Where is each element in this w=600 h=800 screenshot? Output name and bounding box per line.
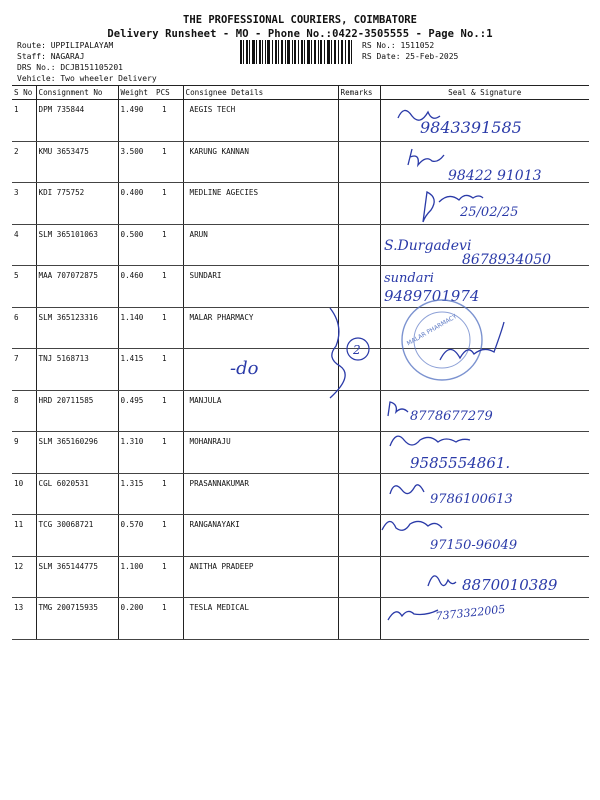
cell-weight: 1.310 [118, 432, 154, 474]
cell-pcs: 1 [154, 349, 183, 391]
barcode-image [240, 40, 352, 64]
phone-row-4: 8678934050 [462, 252, 552, 268]
cell-remarks [338, 141, 380, 183]
cell-remarks [338, 473, 380, 515]
cell-consignee [183, 349, 338, 391]
table-row [12, 141, 589, 183]
cell-consignee: KARUNG KANNAN [183, 141, 338, 183]
cell-signature [380, 141, 589, 183]
seal-stamp-text: MALAR PHARMACY [405, 313, 459, 348]
table-row [12, 598, 589, 640]
cell-consignment: TMG 200715935 [36, 598, 118, 640]
cell-consignment: SLM 365144775 [36, 556, 118, 598]
table-row [12, 307, 589, 349]
phone-row-11: 97150-96049 [430, 538, 518, 553]
cell-consignee: MANJULA [183, 390, 338, 432]
cell-sno: 9 [12, 432, 36, 474]
phone-row-12: 8870010389 [462, 576, 558, 594]
cell-sno: 5 [12, 266, 36, 308]
cell-consignment: HRD 20711585 [36, 390, 118, 432]
cell-remarks [338, 515, 380, 557]
runsheet-table [12, 85, 589, 640]
cell-remarks [338, 100, 380, 142]
cell-remarks [338, 266, 380, 308]
cell-consignee: AEGIS TECH [183, 100, 338, 142]
vehicle-text: Vehicle: Two wheeler Delivery [17, 74, 157, 83]
cell-pcs: 1 [154, 266, 183, 308]
table-row [12, 100, 589, 142]
phone-row-9: 9585554861. [410, 454, 511, 472]
table-row [12, 224, 589, 266]
cell-pcs: 1 [154, 307, 183, 349]
cell-weight: 0.400 [118, 183, 154, 225]
cell-sno: 7 [12, 349, 36, 391]
cell-pcs: 1 [154, 183, 183, 225]
cell-pcs: 1 [154, 515, 183, 557]
cell-sno: 11 [12, 515, 36, 557]
cell-sno: 12 [12, 556, 36, 598]
cell-weight: 1.100 [118, 556, 154, 598]
cell-consignment: SLM 365160296 [36, 432, 118, 474]
phone-row-13: 7373322005 [434, 602, 506, 623]
cell-pcs: 1 [154, 598, 183, 640]
cell-consignee: TESLA MEDICAL [183, 598, 338, 640]
rs-date: RS Date: 25-Feb-2025 [362, 52, 459, 61]
cell-signature [380, 598, 589, 640]
header-remarks: Remarks [338, 86, 380, 100]
cell-weight: 0.570 [118, 515, 154, 557]
cell-pcs: 1 [154, 390, 183, 432]
cell-sno: 4 [12, 224, 36, 266]
cell-sno: 2 [12, 141, 36, 183]
cell-signature [380, 556, 589, 598]
table-row [12, 515, 589, 557]
cell-weight: 0.200 [118, 598, 154, 640]
cell-signature [380, 473, 589, 515]
cell-pcs: 1 [154, 473, 183, 515]
cell-remarks [338, 390, 380, 432]
cell-sno: 1 [12, 100, 36, 142]
cell-signature [380, 100, 589, 142]
cell-sno: 6 [12, 307, 36, 349]
cell-consignment: CGL 6020531 [36, 473, 118, 515]
cell-pcs: 1 [154, 432, 183, 474]
cell-signature [380, 432, 589, 474]
cell-consignee: ANITHA PRADEEP [183, 556, 338, 598]
cell-consignee: SUNDARI [183, 266, 338, 308]
cell-weight: 1.490 [118, 100, 154, 142]
cell-consignment: MAA 707072875 [36, 266, 118, 308]
table-row [12, 266, 589, 308]
cell-remarks [338, 183, 380, 225]
cell-signature [380, 307, 589, 349]
cell-weight: 0.495 [118, 390, 154, 432]
cell-remarks [338, 224, 380, 266]
cell-signature [380, 266, 589, 308]
staff-text: Staff: NAGARAJ [17, 52, 85, 61]
header-signature: Seal & Signature [380, 86, 589, 100]
cell-consignment: DPM 735844 [36, 100, 118, 142]
cell-consignment: KMU 3653475 [36, 141, 118, 183]
phone-row-5: 9489701974 [384, 287, 480, 305]
cell-consignee: RANGANAYAKI [183, 515, 338, 557]
cell-pcs: 1 [154, 224, 183, 266]
cell-consignment: SLM 365101063 [36, 224, 118, 266]
meta-left [17, 40, 157, 84]
table-row [12, 390, 589, 432]
cell-pcs: 1 [154, 556, 183, 598]
cell-consignment: SLM 365123316 [36, 307, 118, 349]
header-pcs: PCS [154, 86, 183, 100]
meta-right [362, 40, 458, 62]
cell-remarks [338, 598, 380, 640]
route-text: Route: UPPILIPALAYAM [17, 41, 114, 50]
cell-signature [380, 390, 589, 432]
cell-sno: 13 [12, 598, 36, 640]
date-row-3: 25/02/25 [460, 205, 519, 220]
cell-signature [380, 515, 589, 557]
phone-row-8: 8778677279 [410, 409, 493, 424]
table-row [12, 349, 589, 391]
ditto-row-7: -do [230, 358, 259, 379]
header-consignment: Consignment No [36, 86, 118, 100]
cell-weight: 0.500 [118, 224, 154, 266]
cell-consignment: TNJ 5168713 [36, 349, 118, 391]
cell-weight: 1.315 [118, 473, 154, 515]
cell-consignee: MALAR PHARMACY [183, 307, 338, 349]
cell-consignee: ARUN [183, 224, 338, 266]
cell-pcs: 1 [154, 100, 183, 142]
name-row-5: sundari [384, 271, 434, 286]
cell-weight: 0.460 [118, 266, 154, 308]
phone-row-1: 9843391585 [420, 118, 522, 137]
cell-signature [380, 183, 589, 225]
cell-sno: 10 [12, 473, 36, 515]
header-weight: Weight [118, 86, 154, 100]
table-header-row [12, 86, 589, 100]
cell-sno: 3 [12, 183, 36, 225]
cell-pcs: 1 [154, 141, 183, 183]
cell-sno: 8 [12, 390, 36, 432]
cell-weight: 3.500 [118, 141, 154, 183]
cell-remarks [338, 349, 380, 391]
drs-text: DRS No.: DCJB151105201 [17, 63, 123, 72]
table-row [12, 473, 589, 515]
phone-row-2: 98422 91013 [448, 168, 542, 184]
cell-consignee: PRASANNAKUMAR [183, 473, 338, 515]
name-row-4: S.Durgadevi [384, 238, 472, 254]
cell-signature [380, 224, 589, 266]
cell-weight: 1.415 [118, 349, 154, 391]
cell-consignment: TCG 30068721 [36, 515, 118, 557]
company-title: THE PROFESSIONAL COURIERS, COIMBATORE [183, 14, 417, 26]
cell-consignee: MOHANRAJU [183, 432, 338, 474]
header-sno: S No [12, 86, 36, 100]
table-row [12, 432, 589, 474]
cell-signature [380, 349, 589, 391]
header-consignee: Consignee Details [183, 86, 338, 100]
table-row [12, 556, 589, 598]
cell-consignment: KDI 775752 [36, 183, 118, 225]
cell-remarks [338, 432, 380, 474]
cell-consignee: MEDLINE AGECIES [183, 183, 338, 225]
cell-remarks [338, 556, 380, 598]
cell-weight: 1.140 [118, 307, 154, 349]
table-row [12, 183, 589, 225]
circled-count: 2 [353, 343, 361, 357]
phone-row-10: 9786100613 [430, 492, 513, 507]
rs-number: RS No.: 1511052 [362, 41, 435, 50]
runsheet-subtitle: Delivery Runsheet - MO - Phone No.:0422-3505555 - Page No.:1 [107, 28, 493, 40]
cell-remarks [338, 307, 380, 349]
